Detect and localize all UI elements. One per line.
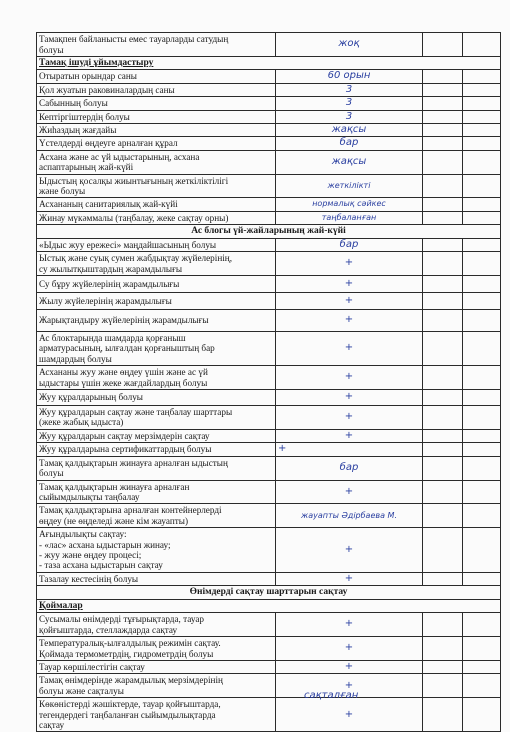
criterion-label: Жылу жүйелерінің жарамдылығы	[37, 292, 276, 309]
criterion-label: Тамақ өнімдерінде жарамдылық мерзімдерінің болуы және сақталуы	[37, 674, 276, 698]
empty-cell	[463, 698, 501, 732]
handwritten-mark: +	[276, 674, 423, 698]
empty-cell	[463, 480, 501, 504]
table-row	[37, 572, 501, 585]
empty-cell	[463, 661, 501, 674]
empty-cell	[463, 252, 501, 276]
table-row	[37, 309, 501, 331]
criterion-label: Жуу құралдарына сертификаттардың болуы	[37, 443, 276, 456]
criterion-label: Кептіргіштердің болуы	[37, 110, 276, 123]
criterion-label: Жуу құралдарын сақтау мерзімдерін сақтау	[37, 429, 276, 442]
empty-cell	[423, 405, 463, 429]
criterion-label: Тазалау кестесінің болуы	[37, 572, 276, 585]
table-row	[37, 405, 501, 429]
empty-cell	[423, 238, 463, 251]
criterion-label: Қол жуатын раковиналардың саны	[37, 83, 276, 96]
empty-cell	[463, 211, 501, 224]
handwritten-mark: 3	[276, 110, 423, 123]
handwritten-mark: +	[276, 698, 423, 732]
handwritten-mark: +	[276, 637, 423, 661]
table-row	[37, 57, 501, 70]
table-row	[37, 480, 501, 504]
table-row	[37, 292, 501, 309]
criterion-label: Су бұру жүйелерінің жарамдылығы	[37, 275, 276, 292]
criterion-label: Тамақ қалдықтарын жинауға арналған ыдыстың болуы	[37, 456, 276, 480]
handwritten-mark: +	[276, 528, 423, 573]
handwritten-mark: +	[276, 331, 423, 365]
table-row	[37, 586, 501, 599]
handwritten-mark: жақсы	[276, 124, 423, 137]
criterion-label: Ыстық және суық сумен жабдықтау жүйелерінің, су жылытқыштардың жарамдылығы	[37, 252, 276, 276]
empty-cell	[463, 292, 501, 309]
handwritten-mark: +	[276, 661, 423, 674]
handwritten-mark: 60 орын	[276, 70, 423, 83]
table-row	[37, 599, 501, 612]
criterion-label: Көкөністерді жәшіктерде, тауар қойғыштарда, тегендердегі таңбаланған сыйымдылықтарда сақтау	[37, 698, 276, 732]
handwritten-mark: +	[276, 292, 423, 309]
empty-cell	[423, 637, 463, 661]
subsection-heading: Тамақ ішуді ұйымдастыру	[37, 57, 501, 70]
empty-cell	[463, 110, 501, 123]
empty-cell	[423, 331, 463, 365]
table-row	[37, 674, 501, 698]
handwritten-mark: 3	[276, 97, 423, 110]
table-row	[37, 661, 501, 674]
subsection-heading: Қоймалар	[37, 599, 501, 612]
empty-cell	[463, 198, 501, 211]
handwritten-mark: бар	[276, 137, 423, 150]
empty-cell	[463, 174, 501, 198]
empty-cell	[463, 137, 501, 150]
handwritten-mark: +	[276, 275, 423, 292]
criterion-label: Тауар көршілестігін сақтау	[37, 661, 276, 674]
empty-cell	[463, 389, 501, 405]
criterion-label: Жарықтандыру жүйелерінің жарамдылығы	[37, 309, 276, 331]
empty-cell	[423, 309, 463, 331]
handwritten-mark: +	[276, 429, 423, 442]
criterion-label: Отыратын орындар саны	[37, 70, 276, 83]
table-row	[37, 528, 501, 573]
section-heading: Өнімдерді сақтау шарттарын сақтау	[37, 586, 501, 599]
empty-cell	[423, 110, 463, 123]
handwritten-mark: +	[276, 443, 423, 456]
criterion-label: Тамақ қалдықтарына арналған контейнерлерді өңдеу (не өңделеді және кім жауапты)	[37, 504, 276, 528]
empty-cell	[463, 97, 501, 110]
empty-cell	[423, 211, 463, 224]
table-row	[37, 150, 501, 174]
empty-cell	[423, 137, 463, 150]
handwritten-note: сақталған	[304, 690, 359, 701]
criterion-label: Сусымалы өнімдерді тұғырықтарда, тауар қойғыштарда, стеллаждарда сақтау	[37, 613, 276, 637]
empty-cell	[463, 83, 501, 96]
empty-cell	[423, 429, 463, 442]
table-row	[37, 137, 501, 150]
criterion-label: Жиһаздың жағдайы	[37, 124, 276, 137]
empty-cell	[423, 252, 463, 276]
table-row	[37, 83, 501, 96]
empty-cell	[423, 504, 463, 528]
criterion-label: Тамақпен байланысты емес тауарларды сатудың болуы	[37, 33, 276, 57]
handwritten-mark: +	[276, 366, 423, 390]
handwritten-mark: +	[276, 572, 423, 585]
table-row	[37, 429, 501, 442]
empty-cell	[423, 366, 463, 390]
empty-cell	[423, 198, 463, 211]
handwritten-mark: жеткілікті	[276, 174, 423, 198]
criterion-label: Температуралық-ылғалдылық режимін сақтау. Қоймада термометрдің, гидрометрдің болуы	[37, 637, 276, 661]
empty-cell	[423, 698, 463, 732]
section-heading: Ас блогы үй-жайларының жай-күйі	[37, 225, 501, 238]
criterion-label: Жуу құралдарын сақтау және таңбалау шарттары (жеке жабық ыдыста)	[37, 405, 276, 429]
empty-cell	[463, 572, 501, 585]
table-row	[37, 504, 501, 528]
table-row	[37, 331, 501, 365]
criterion-label: Ас блоктарында шамдарда қорғаныш арматурасының, ылғалдан қорғаныштың бар шамдардың болуы	[37, 331, 276, 365]
handwritten-mark: жауапты Әдірбаева М.	[276, 504, 423, 528]
empty-cell	[463, 528, 501, 573]
table-row	[37, 124, 501, 137]
empty-cell	[463, 405, 501, 429]
empty-cell	[423, 443, 463, 456]
empty-cell	[463, 429, 501, 442]
empty-cell	[463, 504, 501, 528]
table-row	[37, 698, 501, 732]
handwritten-mark: нормалық сәйкес	[276, 198, 423, 211]
handwritten-mark: +	[276, 389, 423, 405]
handwritten-mark: таңбаланған	[276, 211, 423, 224]
table-row	[37, 97, 501, 110]
criterion-label: Үстелдерді өңдеуге арналған құрал	[37, 137, 276, 150]
table-row	[37, 225, 501, 238]
empty-cell	[463, 674, 501, 698]
empty-cell	[463, 150, 501, 174]
criterion-label: Ағындылықты сақтау: - «лас» асхана ыдыстарын жинау; - жуу және өңдеу процесі; - таза асхана ыдыстарын сақтау	[37, 528, 276, 573]
empty-cell	[423, 613, 463, 637]
checklist-table	[36, 32, 501, 732]
empty-cell	[423, 674, 463, 698]
table-row	[37, 33, 501, 57]
table-row	[37, 70, 501, 83]
table-row	[37, 637, 501, 661]
criterion-label: Сабынның болуы	[37, 97, 276, 110]
handwritten-mark: +	[276, 613, 423, 637]
handwritten-mark: жоқ	[276, 33, 423, 57]
empty-cell	[423, 528, 463, 573]
empty-cell	[423, 97, 463, 110]
empty-cell	[423, 150, 463, 174]
empty-cell	[463, 331, 501, 365]
table-row	[37, 275, 501, 292]
empty-cell	[423, 292, 463, 309]
empty-cell	[463, 613, 501, 637]
empty-cell	[423, 174, 463, 198]
table-row	[37, 456, 501, 480]
handwritten-mark: жақсы	[276, 150, 423, 174]
table-row	[37, 389, 501, 405]
table-row	[37, 366, 501, 390]
empty-cell	[463, 456, 501, 480]
handwritten-mark: бар	[276, 238, 423, 251]
empty-cell	[423, 456, 463, 480]
table-row	[37, 443, 501, 456]
table-row	[37, 252, 501, 276]
table-row	[37, 198, 501, 211]
table-row	[37, 174, 501, 198]
criterion-label: Ыдыстың қосалқы жиынтығының жеткіліктілігі және болуы	[37, 174, 276, 198]
handwritten-mark: +	[276, 309, 423, 331]
empty-cell	[423, 124, 463, 137]
criterion-label: Асхана және ас үй ыдыстарының, асхана аспаптарының жай-күйі	[37, 150, 276, 174]
handwritten-mark: 3	[276, 83, 423, 96]
handwritten-mark: бар	[276, 456, 423, 480]
empty-cell	[463, 275, 501, 292]
empty-cell	[463, 366, 501, 390]
empty-cell	[423, 480, 463, 504]
table-row	[37, 613, 501, 637]
empty-cell	[463, 238, 501, 251]
table-row	[37, 211, 501, 224]
empty-cell	[463, 124, 501, 137]
handwritten-mark: +	[276, 480, 423, 504]
empty-cell	[463, 443, 501, 456]
empty-cell	[423, 661, 463, 674]
empty-cell	[463, 309, 501, 331]
criterion-label: Асхананың санитариялық жай-күйі	[37, 198, 276, 211]
table-row	[37, 238, 501, 251]
criterion-label: Жуу құралдарының болуы	[37, 389, 276, 405]
empty-cell	[463, 637, 501, 661]
empty-cell	[423, 275, 463, 292]
handwritten-mark: +	[276, 252, 423, 276]
criterion-label: Тамақ қалдықтарын жинауға арналған сыйымдылықты таңбалау	[37, 480, 276, 504]
criterion-label: «Ыдыс жуу ережесі» маңдайшасының болуы	[37, 238, 276, 251]
empty-cell	[423, 83, 463, 96]
handwritten-mark: +	[276, 405, 423, 429]
empty-cell	[423, 70, 463, 83]
criterion-label: Асхананы жуу және өңдеу үшін және ас үй ыдыстары үшін жеке жағдайлардың болуы	[37, 366, 276, 390]
inspection-checklist-sheet	[36, 32, 500, 732]
empty-cell	[423, 572, 463, 585]
empty-cell	[423, 33, 463, 57]
table-row	[37, 110, 501, 123]
empty-cell	[463, 70, 501, 83]
criterion-label: Жинау мүкәммалы (таңбалау, жеке сақтау орны)	[37, 211, 276, 224]
empty-cell	[463, 33, 501, 57]
empty-cell	[423, 389, 463, 405]
